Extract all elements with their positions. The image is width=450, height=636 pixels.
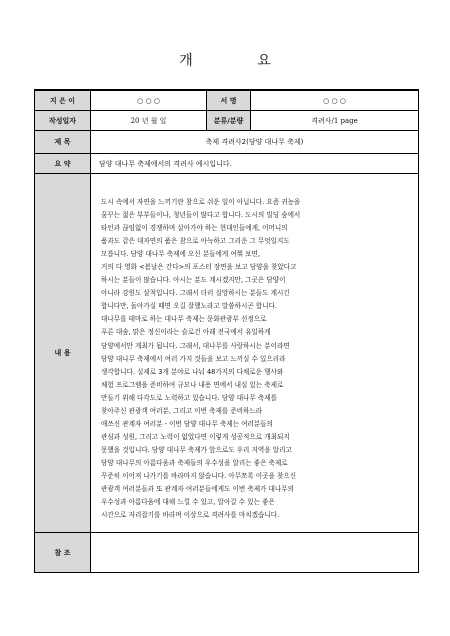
category-field[interactable]: 격려사/1 page [251, 111, 419, 131]
author-label: 지 은 이 [35, 90, 91, 111]
subject-field[interactable]: 축제 격려사2(담양 대나무 축제) [91, 131, 419, 154]
reference-label: 참 조 [35, 533, 91, 573]
overview-form [34, 89, 419, 573]
date-field[interactable]: 20 년 월 일 [91, 111, 207, 131]
date-row [35, 111, 419, 131]
body-text: 도시 속에서 자연을 느끼기란 참으로 쉬운 일이 아닙니다. 요즘 귀농을 꿈꾸는 젊은 부부들이나, 청년들이 많다고 합니다. 도시의 빌딩 숲에서 타인과 끊임없이 경쟁하며 살아가야 하는 현대인들에게, 어머니의 품과도 같은 대자연의 품은 참으로 아늑하고 그리운 그 무엇일지도 모릅니다. 담양 대나무 축제에 오신 분들에게 여쭤 보면, 거의 다 영화 <봄날은 간다>의 포스터 장면을 보고 담양을 찾았다고 하시는 분들이 많습니다. 아시는 분도 계시겠지만, 그곳은 담양이 아니라 강원도 삼척입니다. 그래서 더러 실망하시는 분들도 계시긴 합니다만, 돌아가실 때면 오길 잘했노라고 말씀하시곤 합니다. 대나무를 테마로 하는 대나무 축제는 문화관광부 선정으로 푸른 대숲, 맑은 정신이라는 슬로건 아래 전국에서 유일하게 담양에서만 개최가 됩니다. 그래서, 대나무를 사랑하시는 분이라면 담양 대나무 축제에서 여러 가지 것들을 보고 느끼실 수 있으리라 생각합니다. 실제로 3개 분야로 나눠 48가지의 다채로운 행사와 체험 프로그램을 준비하여 규모나 내용 면에서 내실 있는 축제로 만들기 위해 다각도로 노력하고 있습니다. 담양 대나무 축제를 찾아주신 관광객 여러분, 그리고 이번 축제를 준비하느라 애쓰신 관계자 여러분 - 이번 담양 대나무 축제는 여러분들의 관심과 성원, 그리고 노력이 없었다면 이렇게 성공적으로 개최되지 못했을 것입니다. 담양 대나무 축제가 앞으로도 우리 지역을 알리고 담양 대나무의 아름다움과 축제들의 우수성을 알리는 좋은 축제로 꾸준히 이어져 나가기를 바라마지 않습니다. 아무쪼록 이곳을 찾으신 관광객 여러분들과 또 관계자 여러분들에게도 이번 축제가 대나무의 우수성과 아름다움에 대해 느낄 수 있고, 알아갈 수 있는 좋은 시간으로 자리잡기를 바라며 이상으로 격려사를 마치겠습니다. [101, 198, 301, 520]
reference-field[interactable] [91, 533, 419, 573]
signature-field[interactable]: ○ ○ ○ [251, 90, 419, 111]
date-label: 작성일자 [35, 111, 91, 131]
body-row [35, 174, 419, 533]
body-field[interactable] [91, 174, 419, 533]
reference-row [35, 533, 419, 573]
page-title: 개 요 [179, 53, 301, 69]
summary-label: 요 약 [35, 154, 91, 174]
body-label: 내 용 [35, 174, 91, 533]
summary-row [35, 154, 419, 174]
summary-field[interactable]: 담양 대나무 축제에서의 격려사 예시입니다. [91, 154, 419, 174]
subject-row [35, 131, 419, 154]
author-field[interactable]: ○ ○ ○ [91, 90, 207, 111]
author-row [35, 90, 419, 111]
category-label: 분류/분량 [207, 111, 251, 131]
subject-label: 제 목 [35, 131, 91, 154]
signature-label: 서 명 [207, 90, 251, 111]
